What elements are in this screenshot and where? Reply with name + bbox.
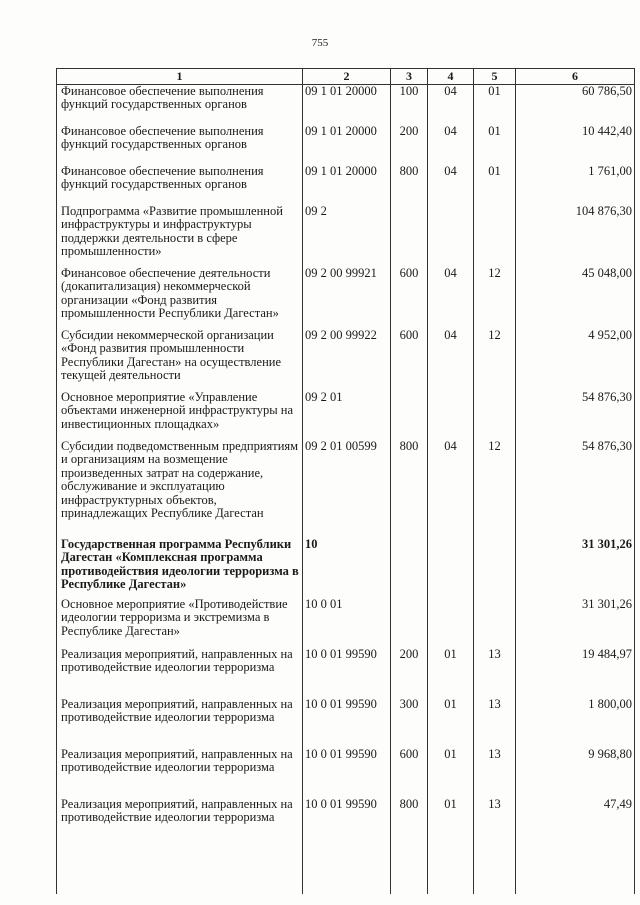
cell-col5 xyxy=(474,205,516,267)
cell-col5: 12 xyxy=(474,440,516,538)
table-row xyxy=(57,329,635,391)
cell-col5: 01 xyxy=(474,165,516,205)
cell-col3: 200 xyxy=(391,125,428,165)
table-row xyxy=(57,698,635,748)
cell-col3 xyxy=(391,391,428,440)
cell-code: 10 0 01 99590 xyxy=(303,748,391,798)
cell-col4 xyxy=(428,391,474,440)
cell-code: 09 1 01 20000 xyxy=(303,165,391,205)
table-row xyxy=(57,598,635,648)
cell-name: Основное мероприятие «Противодействие идеологии терроризма и экстремизма в Республике Дагестан» xyxy=(57,598,303,648)
cell-col5: 13 xyxy=(474,748,516,798)
table-row xyxy=(57,440,635,538)
empty-cell xyxy=(428,854,474,894)
cell-amount: 1 800,00 xyxy=(516,698,635,748)
empty-cell xyxy=(391,854,428,894)
cell-col3: 800 xyxy=(391,798,428,854)
cell-col4: 04 xyxy=(428,329,474,391)
empty-cell xyxy=(474,854,516,894)
cell-name: Реализация мероприятий, направленных на противодействие идеологии терроризма xyxy=(57,698,303,748)
table-row xyxy=(57,798,635,854)
cell-amount: 60 786,50 xyxy=(516,85,635,126)
cell-code: 09 2 01 xyxy=(303,391,391,440)
cell-amount: 54 876,30 xyxy=(516,440,635,538)
cell-amount: 47,49 xyxy=(516,798,635,854)
cell-name: Подпрограмма «Развитие промышленной инфраструктуры и инфраструктуры поддержки деятельности в сфере промышленности» xyxy=(57,205,303,267)
cell-amount: 4 952,00 xyxy=(516,329,635,391)
table-row xyxy=(57,648,635,698)
cell-col4: 01 xyxy=(428,648,474,698)
cell-col4 xyxy=(428,538,474,598)
cell-code: 10 0 01 99590 xyxy=(303,698,391,748)
empty-cell xyxy=(57,854,303,894)
table-row xyxy=(57,205,635,267)
cell-col4: 01 xyxy=(428,798,474,854)
cell-col5: 01 xyxy=(474,125,516,165)
table-row xyxy=(57,165,635,205)
cell-col5 xyxy=(474,538,516,598)
cell-code: 09 1 01 20000 xyxy=(303,125,391,165)
cell-amount: 19 484,97 xyxy=(516,648,635,698)
cell-name: Реализация мероприятий, направленных на противодействие идеологии терроризма xyxy=(57,798,303,854)
cell-name: Реализация мероприятий, направленных на противодействие идеологии терроризма xyxy=(57,648,303,698)
cell-col4: 04 xyxy=(428,165,474,205)
budget-table xyxy=(56,68,635,894)
cell-code: 10 0 01 99590 xyxy=(303,648,391,698)
table-row xyxy=(57,85,635,126)
cell-col5: 13 xyxy=(474,698,516,748)
cell-col4: 01 xyxy=(428,748,474,798)
header-col-3: 3 xyxy=(391,69,428,85)
cell-col4: 04 xyxy=(428,125,474,165)
cell-name: Финансовое обеспечение выполнения функций государственных органов xyxy=(57,165,303,205)
table-filler-row xyxy=(57,854,635,894)
cell-name: Реализация мероприятий, направленных на противодействие идеологии терроризма xyxy=(57,748,303,798)
cell-col5: 13 xyxy=(474,648,516,698)
cell-col3: 800 xyxy=(391,165,428,205)
empty-cell xyxy=(516,854,635,894)
cell-name: Финансовое обеспечение выполнения функций государственных органов xyxy=(57,125,303,165)
table-row xyxy=(57,267,635,329)
cell-col3: 800 xyxy=(391,440,428,538)
cell-col3: 100 xyxy=(391,85,428,126)
cell-amount: 1 761,00 xyxy=(516,165,635,205)
cell-amount: 9 968,80 xyxy=(516,748,635,798)
cell-col5 xyxy=(474,391,516,440)
cell-code: 09 2 xyxy=(303,205,391,267)
cell-code: 09 2 00 99922 xyxy=(303,329,391,391)
table-row xyxy=(57,391,635,440)
header-row xyxy=(57,69,635,85)
cell-amount: 31 301,26 xyxy=(516,598,635,648)
cell-amount: 10 442,40 xyxy=(516,125,635,165)
cell-col4: 04 xyxy=(428,85,474,126)
cell-code: 09 2 00 99921 xyxy=(303,267,391,329)
cell-code: 10 0 01 xyxy=(303,598,391,648)
cell-amount: 31 301,26 xyxy=(516,538,635,598)
cell-col4: 04 xyxy=(428,267,474,329)
table-row xyxy=(57,125,635,165)
header-col-1: 1 xyxy=(57,69,303,85)
header-col-2: 2 xyxy=(303,69,391,85)
cell-code: 09 2 01 00599 xyxy=(303,440,391,538)
cell-col3: 600 xyxy=(391,267,428,329)
cell-name: Государственная программа Республики Дагестан «Комплексная программа противодействия идеологии терроризма в Республике Дагестан» xyxy=(57,538,303,598)
cell-code: 09 1 01 20000 xyxy=(303,85,391,126)
header-col-4: 4 xyxy=(428,69,474,85)
cell-col3: 200 xyxy=(391,648,428,698)
cell-code: 10 0 01 99590 xyxy=(303,798,391,854)
cell-col4 xyxy=(428,205,474,267)
cell-col3: 300 xyxy=(391,698,428,748)
cell-col3: 600 xyxy=(391,748,428,798)
cell-col5 xyxy=(474,598,516,648)
cell-name: Финансовое обеспечение деятельности (докапитализация) некоммерческой организации «Фонд развития промышленности Республики Дагестан» xyxy=(57,267,303,329)
empty-cell xyxy=(303,854,391,894)
cell-name: Основное мероприятие «Управление объектами инженерной инфраструктуры на инвестиционных площадках» xyxy=(57,391,303,440)
table-row xyxy=(57,748,635,798)
header-col-6: 6 xyxy=(516,69,635,85)
cell-amount: 104 876,30 xyxy=(516,205,635,267)
cell-col5: 12 xyxy=(474,329,516,391)
cell-name: Субсидии подведомственным предприятиям и организациям на возмещение произведенных затрат на содержание, обслуживание и эксплуатацию инфраструктурных объектов, принадлежащих Республике Дагестан xyxy=(57,440,303,538)
cell-col4: 01 xyxy=(428,698,474,748)
cell-col5: 12 xyxy=(474,267,516,329)
page-number: 755 xyxy=(311,37,329,49)
cell-code: 10 xyxy=(303,538,391,598)
cell-amount: 45 048,00 xyxy=(516,267,635,329)
cell-col3 xyxy=(391,538,428,598)
cell-col3 xyxy=(391,205,428,267)
cell-col3 xyxy=(391,598,428,648)
cell-col4: 04 xyxy=(428,440,474,538)
cell-col5: 13 xyxy=(474,798,516,854)
cell-name: Финансовое обеспечение выполнения функций государственных органов xyxy=(57,85,303,126)
cell-col3: 600 xyxy=(391,329,428,391)
cell-name: Субсидии некоммерческой организации «Фонд развития промышленности Республики Дагестан» на осуществление текущей деятельности xyxy=(57,329,303,391)
header-col-5: 5 xyxy=(474,69,516,85)
table-row xyxy=(57,538,635,598)
cell-col4 xyxy=(428,598,474,648)
cell-amount: 54 876,30 xyxy=(516,391,635,440)
cell-col5: 01 xyxy=(474,85,516,126)
